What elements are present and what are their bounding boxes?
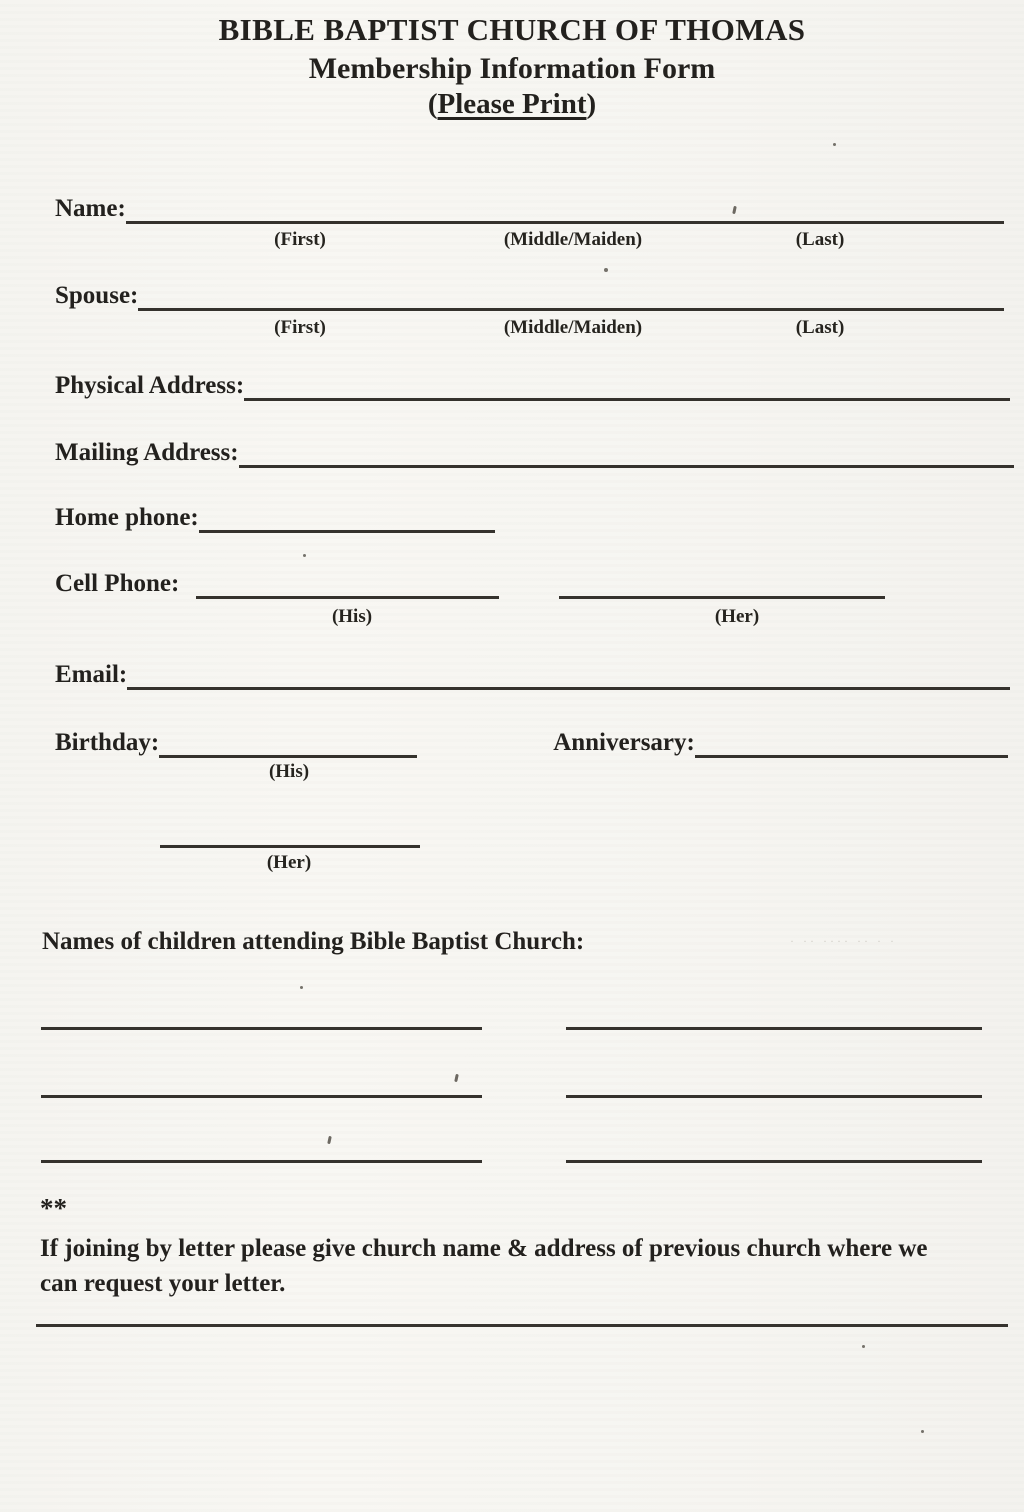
footnote-marker: **: [40, 1193, 67, 1223]
mailing-address-label: Mailing Address:: [55, 439, 239, 466]
birthday-her-input-line[interactable]: [160, 818, 420, 848]
child-name-input-line-4[interactable]: [566, 1068, 982, 1098]
home-phone-label: Home phone:: [55, 504, 199, 531]
name-last-sublabel: (Last): [795, 229, 845, 250]
spouse-label: Spouse:: [55, 282, 139, 309]
print-instruction-text: Please Print: [437, 88, 587, 120]
cell-phone-her-sublabel: (Her): [714, 606, 760, 627]
cell-phone-his-sublabel: (His): [331, 606, 373, 627]
previous-church-instruction: If joining by letter please give church name & address of previous church where we can request your letter.: [40, 1235, 928, 1297]
physical-address-label: Physical Address:: [55, 372, 245, 399]
physical-address-field-row: [55, 371, 1010, 401]
spouse-input-line[interactable]: [138, 281, 1004, 311]
physical-address-input-line[interactable]: [244, 371, 1010, 401]
name-field-row: [55, 194, 1004, 224]
mailing-address-field-row: [55, 438, 1014, 468]
spouse-middle-maiden-sublabel: (Middle/Maiden): [503, 317, 643, 338]
birthday-his-sublabel: (His): [268, 761, 310, 782]
birthday-his-input-line[interactable]: [159, 728, 417, 758]
name-first-sublabel: (First): [274, 229, 326, 250]
cell-phone-his-input-line[interactable]: [196, 569, 499, 599]
child-name-input-line-1[interactable]: [41, 1000, 482, 1030]
email-label: Email:: [55, 661, 128, 688]
form-subtitle: Membership Information Form: [308, 52, 716, 85]
anniversary-input-line[interactable]: [695, 728, 1008, 758]
email-input-line[interactable]: [127, 660, 1010, 690]
spouse-first-sublabel: (First): [274, 317, 326, 338]
scan-artifact: [604, 268, 608, 272]
email-field-row: [55, 660, 1010, 690]
home-phone-input-line[interactable]: [199, 503, 495, 533]
scan-artifact: [833, 143, 836, 146]
scan-artifact: [862, 1345, 865, 1348]
scan-artifact: [921, 1430, 924, 1433]
child-name-input-line-5[interactable]: [41, 1133, 482, 1163]
anniversary-label: Anniversary:: [553, 729, 695, 756]
cell-phone-her-input-line[interactable]: [559, 569, 885, 599]
child-name-input-line-6[interactable]: [566, 1133, 982, 1163]
children-section-heading: Names of children attending Bible Baptist Church:: [42, 928, 585, 955]
name-label: Name:: [55, 195, 126, 222]
form-title: BIBLE BAPTIST CHURCH OF THOMAS: [218, 12, 806, 47]
name-middle-maiden-sublabel: (Middle/Maiden): [503, 229, 643, 250]
spouse-field-row: [55, 281, 1004, 311]
previous-church-input-line[interactable]: [36, 1297, 1008, 1327]
child-name-input-line-3[interactable]: [41, 1068, 482, 1098]
spouse-last-sublabel: (Last): [795, 317, 845, 338]
scan-artifact: [303, 554, 306, 557]
print-instruction-open-paren: (: [427, 88, 438, 120]
print-instruction: [0, 88, 1024, 121]
birthday-label: Birthday:: [55, 729, 160, 756]
birthday-her-sublabel: (Her): [266, 852, 312, 873]
child-name-input-line-2[interactable]: [566, 1000, 982, 1030]
home-phone-field-row: [55, 503, 495, 533]
name-input-line[interactable]: [126, 194, 1004, 224]
print-instruction-close-paren: ): [586, 88, 597, 120]
mailing-address-input-line[interactable]: [239, 438, 1014, 468]
birthday-anniversary-row: [55, 728, 1008, 758]
scan-artifact: · ·· ···· ·· · ·: [790, 934, 897, 948]
cell-phone-label: Cell Phone:: [55, 570, 186, 597]
cell-phone-field-row: [55, 569, 885, 599]
scan-artifact: [300, 986, 303, 989]
